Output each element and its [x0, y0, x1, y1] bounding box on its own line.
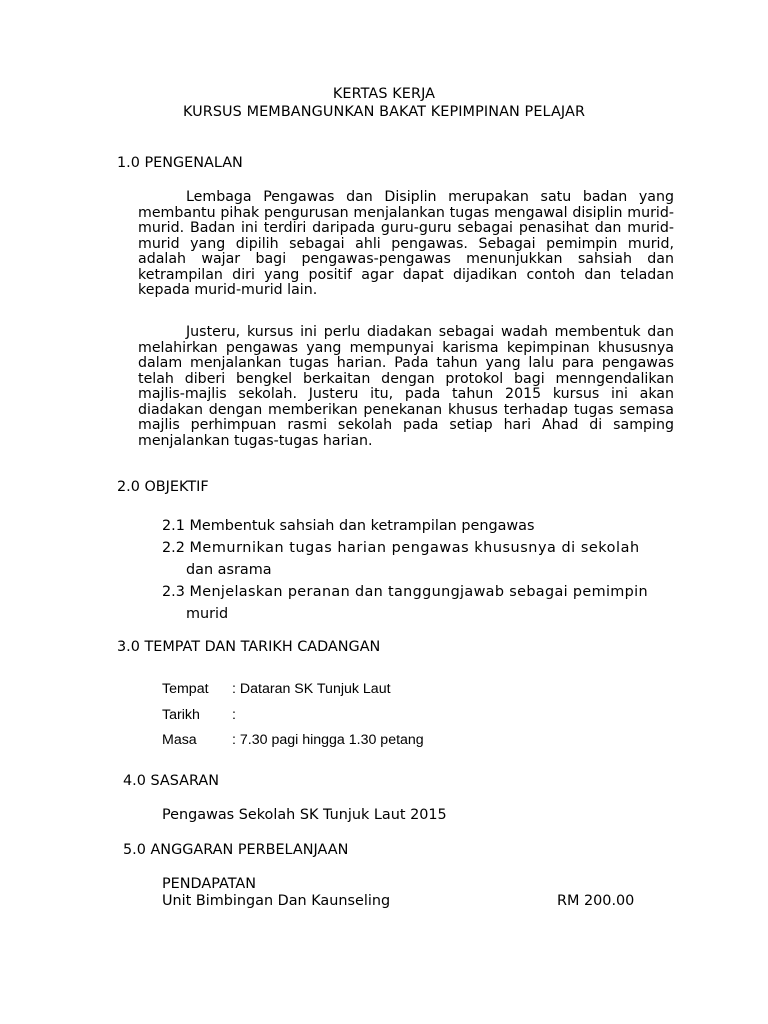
section-heading-objektif: 2.0 OBJEKTIF [117, 479, 209, 495]
info-value: : Dataran SK Tunjuk Laut [232, 681, 391, 697]
paragraph-text: Lembaga Pengawas dan Disiplin merupakan satu badan yang membantu pihak pengurusan menjalankan tugas mengawal disiplin murid-murid. Badan ini terdiri daripada guru-guru sebagai penasihat dan murid-murid yang dipilih sebagai ahli pengawas. Sebagai pemimpin murid, adalah wajar bagi pengawas-pengawas menunjukkan sahsiah dan ketrampilan diri yang positif agar dapat dijadikan contoh dan teladan kepada murid-murid lain. [138, 189, 674, 298]
info-value: : 7.30 pagi hingga 1.30 petang [232, 732, 424, 748]
objective-number: 2.2 [162, 540, 185, 556]
sasaran-text: Pengawas Sekolah SK Tunjuk Laut 2015 [162, 807, 447, 823]
info-value: : [232, 707, 236, 723]
pendapatan-heading: PENDAPATAN [162, 876, 256, 892]
paragraph-text: Justeru, kursus ini perlu diadakan sebagai wadah membentuk dan melahirkan pengawas yang mempunyai karisma kepimpinan khususnya dalam menjalankan tugas harian. Pada tahun yang lalu para pengawas telah diberi bengkel berkaitan dengan protokol bagi menngendalikan majlis-majlis sekolah. Justeru itu, pada tahun 2015 kursus ini akan diadakan dengan memberikan penekanan khusus terhadap tugas semasa majlis perhimpuan rasmi sekolah pada setiap hari Ahad di samping menjalankan tugas-tugas harian. [138, 324, 674, 449]
info-label: Tempat [162, 681, 209, 697]
section-heading-pengenalan: 1.0 PENGENALAN [117, 155, 243, 171]
info-label: Tarikh [162, 707, 200, 723]
section-heading-tempat-tarikh: 3.0 TEMPAT DAN TARIKH CADANGAN [117, 639, 381, 655]
objective-text-continued: murid [186, 606, 229, 622]
budget-item-label: Unit Bimbingan Dan Kaunseling [162, 893, 391, 909]
paragraph-pengenalan-1 [138, 190, 674, 299]
objective-text-continued: dan asrama [186, 562, 272, 578]
objective-item-1 [162, 515, 674, 537]
objective-text: Menjelaskan peranan dan tanggungjawab sebagai pemimpin [189, 584, 648, 600]
objective-number: 2.3 [162, 584, 185, 600]
document-subtitle: KURSUS MEMBANGUNKAN BAKAT KEPIMPINAN PELAJAR [182, 104, 586, 120]
info-label: Masa [162, 732, 197, 748]
section-heading-anggaran: 5.0 ANGGARAN PERBELANJAAN [123, 842, 349, 858]
objective-text: Memurnikan tugas harian pengawas khususnya di sekolah [189, 540, 640, 556]
document-title: KERTAS KERJA [332, 86, 436, 102]
objective-item-2 [162, 537, 674, 581]
objective-item-3 [162, 581, 674, 625]
objective-number: 2.1 [162, 518, 185, 534]
section-heading-sasaran: 4.0 SASARAN [123, 773, 219, 789]
budget-item-amount: RM 200.00 [557, 893, 635, 909]
paragraph-pengenalan-2 [138, 325, 674, 449]
objective-text: Membentuk sahsiah dan ketrampilan pengawas [189, 518, 535, 534]
